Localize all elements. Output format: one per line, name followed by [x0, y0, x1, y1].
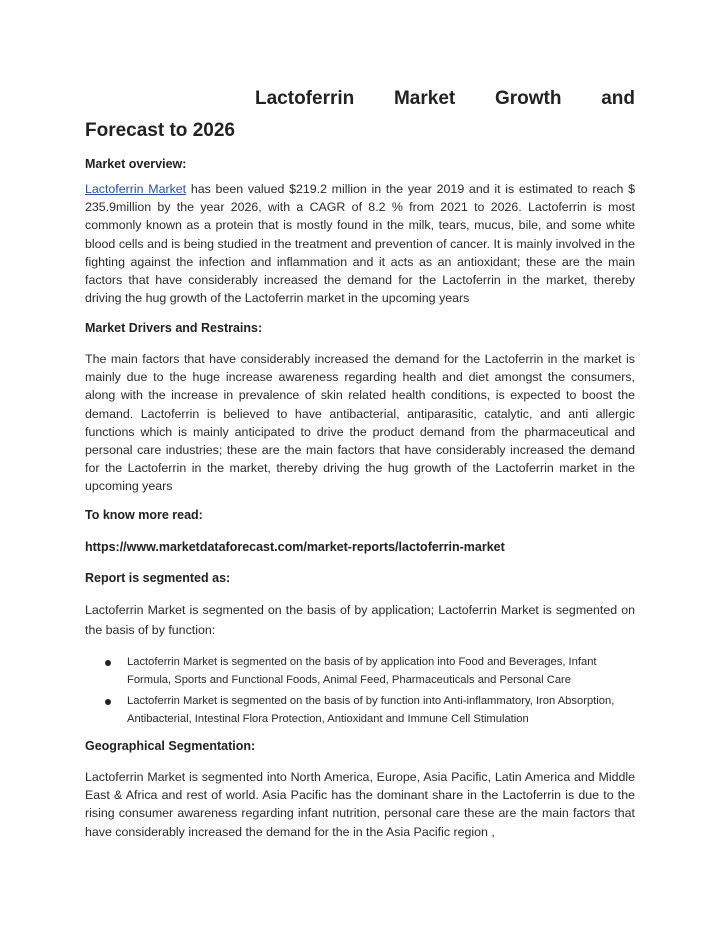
drivers-paragraph: The main factors that have considerably increased the demand for the Lactoferrin in the market is mainly due to the huge increase awareness regarding health and diet amongst the consumers, along with the increase in prevalence of skin related health conditions, is expected to boost the demand. Lactoferrin is believed to have antibacterial, antiparasitic, catalytic, and anti allergic functions which is mainly anticipated to drive the product demand from the pharmaceutical and personal care industries; these are the main factors that have considerably increased the demand for the Lactoferrin in the market, thereby driving the hug growth of the Lactoferrin market in the upcoming years [85, 352, 635, 494]
title-word: Lactoferrin [255, 88, 355, 109]
title-word: and [601, 88, 635, 109]
geo-paragraph: Lactoferrin Market is segmented into North America, Europe, Asia Pacific, Latin America and Middle East & Africa and rest of world. Asia Pacific has the dominant share in the Lactoferrin is due to the rising consumer awareness regarding infant nutrition, personal care these are the main factors that have considerably increased the demand for the in the Asia Pacific region , [85, 770, 635, 839]
bullet-dot-icon [105, 699, 111, 705]
report-url[interactable]: https://www.marketdataforecast.com/market-reports/lactoferrin-market [85, 540, 505, 554]
geo-heading: Geographical Segmentation: [85, 739, 256, 753]
market-overview-text: has been valued $219.2 million in the year 2019 and it is estimated to reach $ 235.9million by the year 2026, with a CAGR of 8.2 % from 2021 to 2026. Lactoferrin is most commonly known as a protein that is mostly found in the milk, tears, mucus, bile, and some white blood cells and is being studied in the treatment and prevention of cancer. It is mainly involved in the fighting against the infection and inflammation and it acts as an antioxidant; these are the main factors that have considerably increased the demand for the Lactoferrin in the market, thereby driving the hug growth of the Lactoferrin market in the upcoming years [85, 182, 635, 306]
document-title-line1 [255, 88, 635, 110]
list-item: Lactoferrin Market is segmented on the basis of by application into Food and Beverages, Infant Formula, Sports and Functional Foods, Animal Feed, Pharmaceuticals and Personal Care [85, 654, 635, 689]
market-overview-heading: Market overview: [85, 157, 187, 171]
title-word: Growth [494, 88, 562, 109]
segment-bullet-list [85, 654, 635, 732]
segmented-paragraph: Lactoferrin Market is segmented on the basis of by application; Lactoferrin Market is segmented on the basis of by function: [85, 603, 635, 637]
title-word: Market [393, 88, 456, 109]
market-overview-paragraph [85, 180, 635, 307]
list-item: Lactoferrin Market is segmented on the basis of by function into Anti-inflammatory, Iron Absorption, Antibacterial, Intestinal Flora Protection, Antioxidant and Immune Cell Stimulation [85, 693, 635, 728]
drivers-heading: Market Drivers and Restrains: [85, 321, 263, 335]
know-more-heading: To know more read: [85, 508, 203, 522]
bullet-dot-icon [105, 660, 111, 666]
document-title-line2: Forecast to 2026 [85, 120, 235, 141]
lactoferrin-market-link[interactable]: Lactoferrin Market [85, 182, 187, 196]
segmented-heading: Report is segmented as: [85, 571, 231, 585]
